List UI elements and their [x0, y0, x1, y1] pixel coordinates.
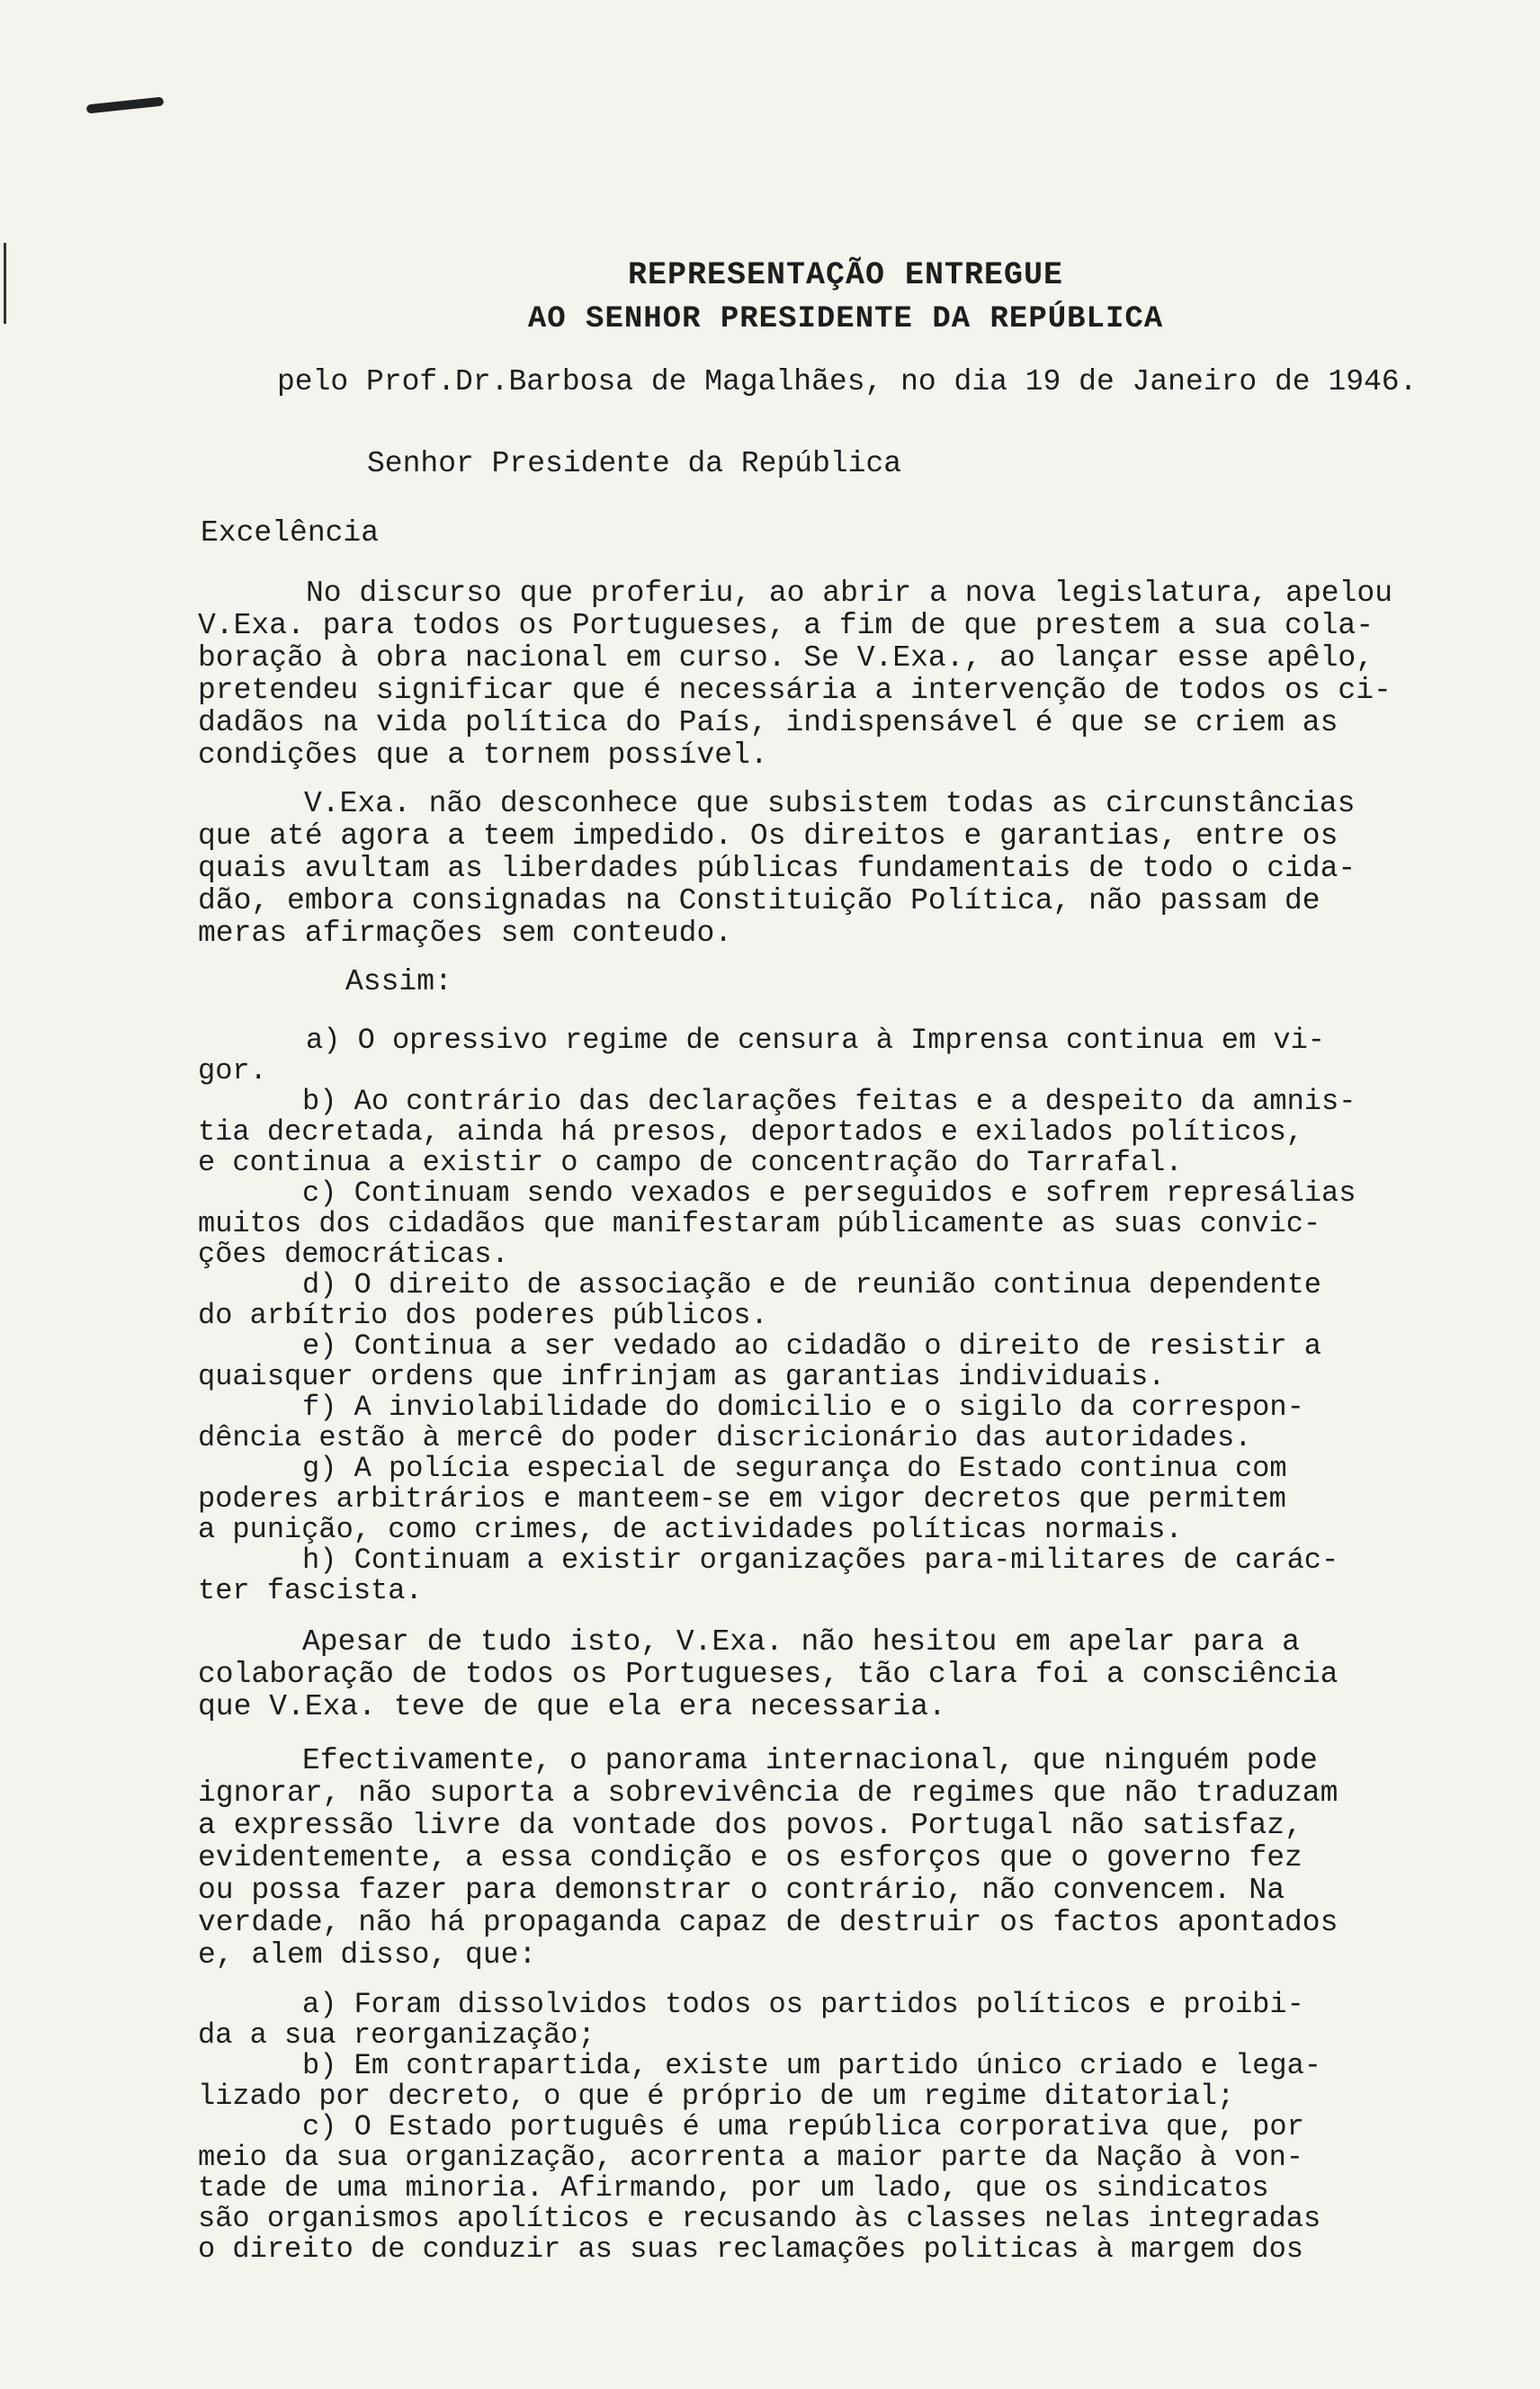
paragraph-3-line-3: que V.Exa. teve de que ela era necessaria.: [198, 1690, 946, 1723]
list-a-line-2: da a sua reorganização;: [198, 2018, 595, 2052]
paragraph-4-line-5: ou possa fazer para demonstrar o contrário, não convencem. Na: [198, 1874, 1285, 1907]
paragraph-1-line-2: V.Exa. para todos os Portugueses, a fim de que prestem a sua cola-: [198, 609, 1374, 642]
list-c-line-1: c) O Estado português é uma república corporativa que, por: [302, 2110, 1304, 2143]
item-g-line-1: g) A polícia especial de segurança do Estado continua com: [302, 1452, 1287, 1485]
list-c-line-2: meio da sua organização, acorrenta a maior parte da Nação à von-: [198, 2141, 1303, 2174]
paragraph-2-line-1: V.Exa. não desconhece que subsistem todas as circunstâncias: [304, 787, 1356, 820]
paragraph-1-line-5: dadãos na vida política do País, indispensável é que se criem as: [198, 706, 1339, 739]
list-b-line-1: b) Em contrapartida, existe um partido único criado e lega-: [302, 2049, 1321, 2082]
item-d-line-1: d) O direito de associação e de reunião continua dependente: [302, 1268, 1321, 1302]
paragraph-2-line-3: quais avultam as liberdades públicas fundamentais de todo o cida-: [198, 852, 1356, 885]
item-b-line-1: b) Ao contrário das declarações feitas e a despeito da amnis-: [302, 1085, 1356, 1118]
list-c-line-5: o direito de conduzir as suas reclamações politicas à margem dos: [198, 2232, 1303, 2266]
item-g-line-2: poderes arbitrários e manteem-se em vigor decretos que permitem: [198, 1482, 1286, 1516]
item-b-line-3: e continua a existir o campo de concentração do Tarrafal.: [198, 1146, 1183, 1179]
list-c-line-3: tade de uma minoria. Afirmando, por um lado, que os sindicatos: [198, 2171, 1269, 2205]
item-g-line-3: a punição, como crimes, de actividades políticas normais.: [198, 1513, 1183, 1546]
salutation-line-1: Senhor Presidente da República: [367, 447, 902, 480]
item-c-line-3: ções democráticas.: [198, 1238, 509, 1271]
byline: pelo Prof.Dr.Barbosa de Magalhães, no dia 19 de Janeiro de 1946.: [277, 365, 1418, 398]
list-b-line-2: lizado por decreto, o que é próprio de um regime ditatorial;: [198, 2080, 1235, 2113]
item-d-line-2: do arbítrio dos poderes públicos.: [198, 1299, 768, 1332]
item-e-line-2: quaisquer ordens que infrinjam as garantias individuais.: [198, 1360, 1166, 1393]
document-title: REPRESENTAÇÃO ENTREGUE: [627, 257, 1064, 293]
paragraph-4-line-4: evidentemente, a essa condição e os esforços que o governo fez: [198, 1841, 1303, 1875]
item-c-line-1: c) Continuam sendo vexados e perseguidos e sofrem represálias: [302, 1177, 1356, 1210]
paragraph-2-line-2: que até agora a teem impedido. Os direitos e garantias, entre os: [198, 819, 1339, 853]
paragraph-4-line-2: ignorar, não suporta a sobrevivência de regimes que não traduzam: [198, 1776, 1339, 1810]
paragraph-4-line-7: e, alem disso, que:: [198, 1938, 537, 1972]
item-f-line-1: f) A inviolabilidade do domicilio e o sigilo da correspon-: [302, 1391, 1304, 1424]
item-h-line-1: h) Continuam a existir organizações para-militares de carác-: [302, 1543, 1339, 1577]
paragraph-4-line-1: Efectivamente, o panorama internacional, que ninguém pode: [302, 1744, 1318, 1777]
item-b-line-2: tia decretada, ainda há presos, deportados e exilados políticos,: [198, 1115, 1303, 1149]
item-e-line-1: e) Continua a ser vedado ao cidadão o direito de resistir a: [302, 1329, 1321, 1363]
list-c-line-4: são organismos apolíticos e recusando às classes nelas integradas: [198, 2202, 1321, 2235]
paragraph-1-line-3: boração à obra nacional em curso. Se V.Exa., ao lançar esse apêlo,: [198, 641, 1374, 675]
item-f-line-2: dência estão à mercê do poder discricionário das autoridades.: [198, 1421, 1252, 1454]
item-h-line-2: ter fascista.: [198, 1574, 423, 1607]
margin-line: [4, 243, 6, 324]
paragraph-4-line-6: verdade, não há propaganda capaz de destruir os factos apontados: [198, 1906, 1339, 1939]
document-subtitle: AO SENHOR PRESIDENTE DA REPÚBLICA: [527, 302, 1164, 336]
salutation-line-2: Excelência: [201, 516, 380, 550]
item-a-line-1: a) O opressivo regime de censura à Imprensa continua em vi-: [306, 1024, 1325, 1057]
ink-mark: [86, 97, 165, 114]
list-a-line-1: a) Foram dissolvidos todos os partidos políticos e proibi-: [302, 1988, 1304, 2021]
paragraph-3-line-2: colaboração de todos os Portugueses, tão clara foi a consciência: [198, 1658, 1339, 1691]
paragraph-1-line-6: condições que a tornem possível.: [198, 738, 768, 772]
item-c-line-2: muitos dos cidadãos que manifestaram públicamente as suas convic-: [198, 1207, 1321, 1240]
paragraph-4-line-3: a expressão livre da vontade dos povos. Portugal não satisfaz,: [198, 1809, 1303, 1842]
item-a-line-2: gor.: [198, 1054, 267, 1087]
paragraph-1-line-4: pretendeu significar que é necessária a intervenção de todos os ci-: [198, 674, 1392, 707]
paragraph-2-line-5: meras afirmações sem conteudo.: [198, 917, 733, 950]
assim-line: Assim:: [345, 965, 452, 998]
paragraph-3-line-1: Apesar de tudo isto, V.Exa. não hesitou em apelar para a: [302, 1625, 1300, 1659]
paragraph-2-line-4: dão, embora consignadas na Constituição Política, não passam de: [198, 884, 1321, 917]
paragraph-1-line-1: No discurso que proferiu, ao abrir a nova legislatura, apelou: [306, 577, 1392, 610]
